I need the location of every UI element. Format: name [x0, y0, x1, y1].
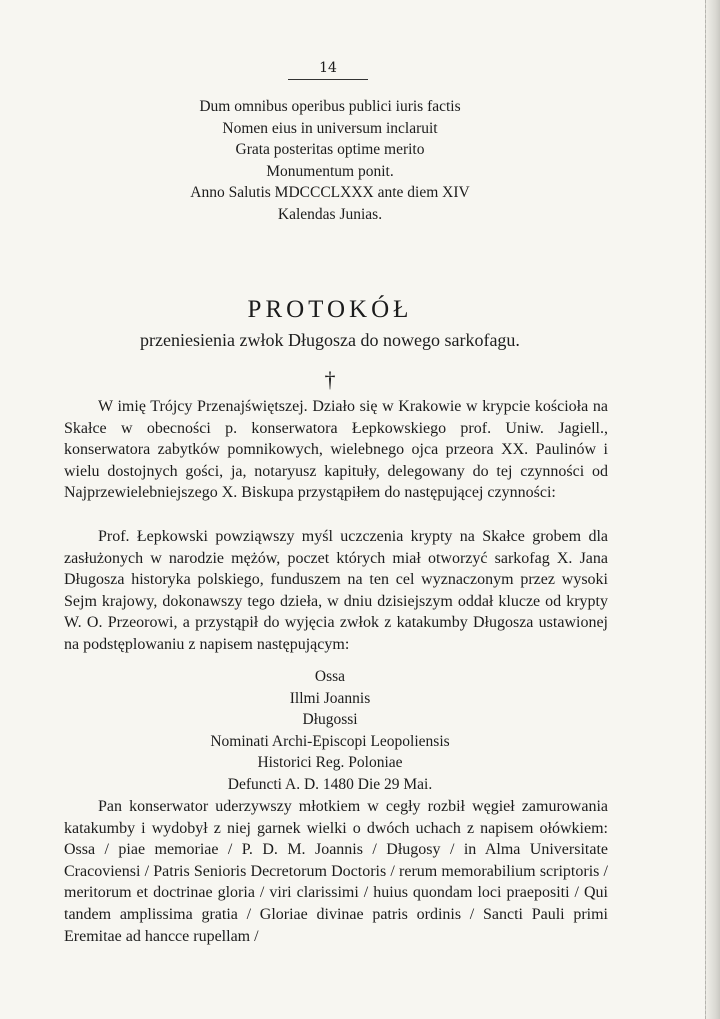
cross-icon: †: [324, 367, 336, 392]
document-subtitle: przeniesienia zwłok Długosza do nowego sarkofagu.: [140, 330, 520, 350]
inscription-line: Grata posteritas optime merito: [235, 141, 425, 159]
inscription-line: Monumentum ponit.: [266, 162, 394, 180]
inscription-line: Dum omnibus operibus publici iuris factis: [199, 98, 461, 115]
inscription-top: [60, 96, 600, 226]
inscription-line: Defuncti A. D. 1480 Die 29 Mai.: [227, 775, 433, 793]
inscription-line: Illmi Joannis: [289, 689, 371, 707]
paragraph-3: [64, 796, 608, 947]
paragraph-text: Prof. Łepkowski powziąwszy myśl uczczenia krypty na Skałce grobem dla zasłużonych w narodzie mężów, poczet których miał otworzyć sarkofag X. Jana Długosza historyka polskiego, funduszem na ten cel wyznaczonym przez wysoki Sejm krajowy, dokonawszy tego dzieła, w dniu dzisiejszym oddał klucze od krypty W. O. Przeorowi, a przystąpił do wyjęcia zwłok z katakumby Długosza ustawionej na podstęplowaniu z napisem następującym:: [64, 528, 608, 653]
inscription-line: Nominati Archi-Episcopi Leopoliensis: [210, 732, 450, 750]
inscription-line: Nomen eius in universum inclaruit: [222, 119, 438, 137]
inscription-line: Ossa: [314, 668, 346, 685]
inscription-middle: [60, 666, 600, 796]
paragraph-text: Pan konserwator uderzywszy młotkiem w cegły rozbił węgieł zamurowania katakumby i wydobył z niej garnek wielki o dwóch uchach z napisem ołówkiem: Ossa / piae memoriae / P. D. M. Joannis / Długosy / in Alma Universitate Cracoviensi / Patris Senioris Decretorum Doctoris / rerum memorabilium scriptoris / meritorum et doctrinae gloria / viri clarissimi / huius quondam loci praepositi / Qui tandem amplissima gratia / Gloriae divinae patris ordinis / Sancti Pauli primi Eremitae ad hancce rupellam /: [64, 798, 608, 945]
page-number: 14: [288, 60, 368, 80]
page-edge-shadow: [705, 0, 720, 1019]
inscription-line: Historici Reg. Poloniae: [257, 754, 403, 772]
paragraph-text: W imię Trójcy Przenajświętszej. Działo się w Krakowie w krypcie kościoła na Skałce w obecności p. konserwatora Łepkowskiego prof. Uniw. Jagiell., konserwatora zabytków pomnikowych, wielebnego ojca przeora XX. Paulinów i wielu dostojnych gości, ja, notaryusz kapituły, delegowany do tej czynności od Najprzewielebniejszego X. Biskupa przystąpiłem do następującej czynności:: [64, 398, 608, 502]
paragraph-2: [64, 526, 608, 656]
inscription-line: Długossi: [302, 711, 358, 729]
document-title: PROTOKÓŁ: [247, 296, 413, 323]
inscription-line: Anno Salutis MDCCCLXXX ante diem XIV: [190, 184, 470, 202]
paragraph-1: [64, 396, 608, 504]
inscription-line: Kalendas Junias.: [277, 205, 383, 223]
